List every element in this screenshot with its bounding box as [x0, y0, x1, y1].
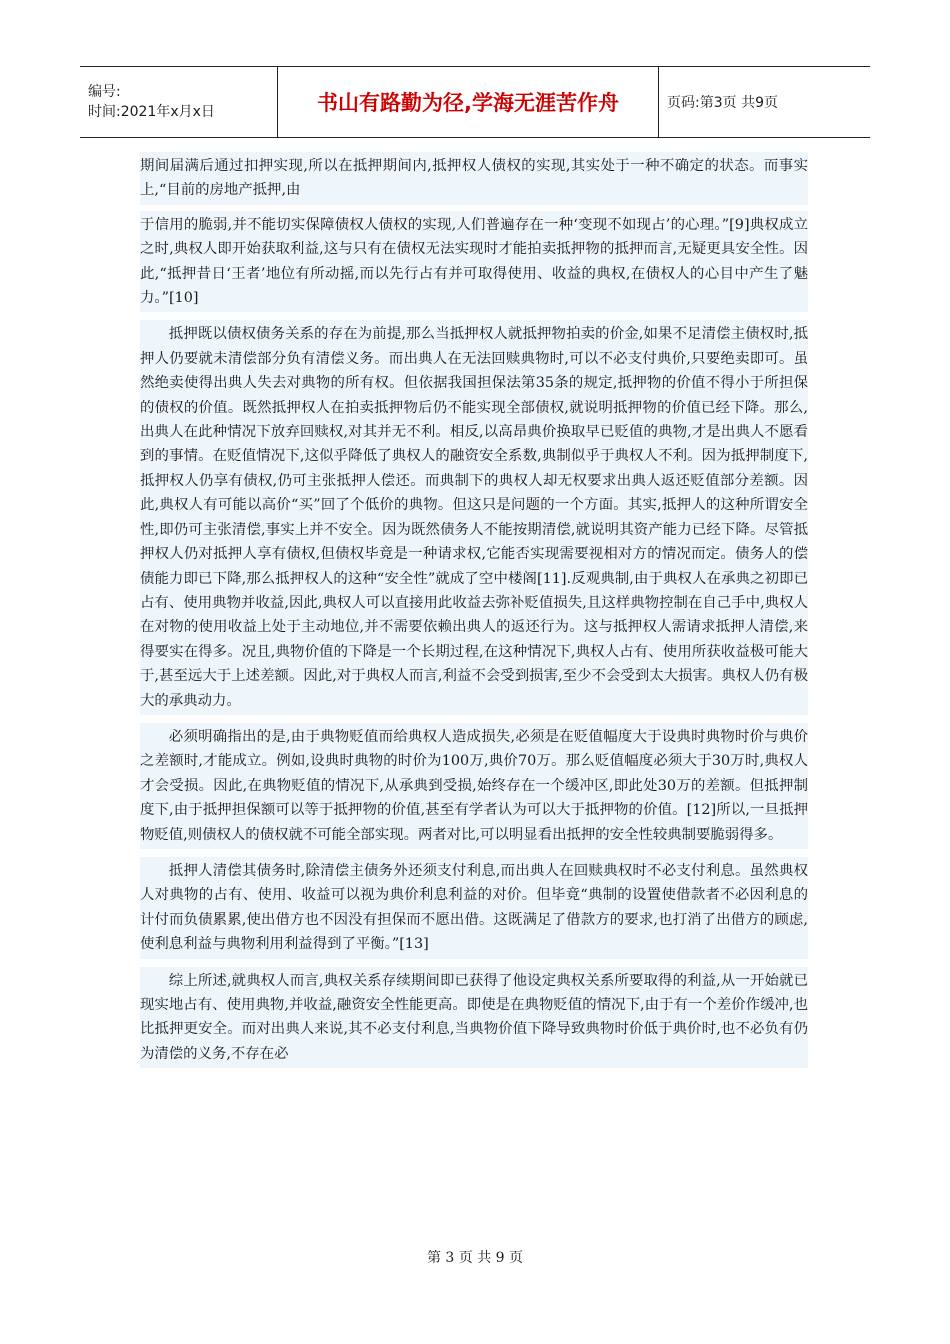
paragraph: 期间届满后通过扣押实现,所以在抵押期间内,抵押权人债权的实现,其实处于一种不确定的状态。而事实上,“目前的房地产抵押,由 — [140, 152, 808, 205]
number-label: 编号: — [88, 84, 121, 100]
header-page-number: 页码:第3页 共9页 — [667, 95, 778, 111]
page-footer: 第 3 页 共 9 页 — [426, 1250, 524, 1266]
header-motto: 书山有路勤为径,学海无涯苦作舟 — [278, 67, 659, 137]
paragraph: 抵押既以债权债务关系的存在为前提,那么当抵押权人就抵押物拍卖的价金,如果不足清偿主债权时,抵押人仍要就未清偿部分负有清偿义务。而出典人在无法回赎典物时,可以不必支付典价,只要绝卖即可。虽然绝卖使得出典人失去对典物的所有权。但依据我国担保法第35条的规定,抵押物的价值不得小于所担保的债权的价值。既然抵押权人在拍卖抵押物后仍不能实现全部债权,就说明抵押物的价值已经下降。那么,出典人在此种情况下放弃回赎权,对其并无不利。相反,以高昂典价换取早已贬值的典物,才是出典人不愿看到的事情。在贬值情况下,这似乎降低了典权人的融资安全系数,典制似乎于典权人不利。因为抵押制度下,抵押权人仍享有债权,仍可主张抵押人偿还。而典制下的典权人却无权要求出典人返还贬值部分差额。因此,典权人有可能以高价“买”回了个低价的典物。但这只是问题的一个方面。其实,抵押人的这种所谓安全性,即仍可主张清偿,事实上并不安全。因为既然债务人不能按期清偿,就说明其资产能力已经下降。尽管抵押权人仍对抵押人享有债权,但债权毕竟是一种请求权,它能否实现需要视相对方的情况而定。债务人的偿债能力即已下降,那么抵押权人的这种“安全性”就成了空中楼阁[11].反观典制,由于典权人在承典之初即已占有、使用典物并收益,因此,典权人可以直接用此收益去弥补贬值损失,且这样典物控制在自己手中,典权人在对物的使用收益上处于主动地位,并不需要依赖出典人的返还行为。这与抵押权人需请求抵押人清偿,来得要实在得多。况且,典物价值的下降是一个长期过程,在这种情况下,典权人占有、使用所获收益极可能大于,甚至远大于上述差额。因此,对于典权人而言,利益不会受到损害,至少不会受到太大损害。典权人仍有极大的承典动力。 — [140, 320, 808, 715]
paragraph: 抵押人清偿其债务时,除清偿主债务外还须支付利息,而出典人在回赎典权时不必支付利息。虽然典权人对典物的占有、使用、收益可以视为典价利息利益的对价。但毕竟“典制的设置使借款者不必因利息的计付而负债累累,使出借方也不因没有担保而不愿出借。这既满足了借款方的要求,也打消了出借方的顾虑,使利息利益与典物利用利益得到了平衡。”[13] — [140, 857, 808, 959]
paragraph: 综上所述,就典权人而言,典权关系存续期间即已获得了他设定典权关系所要取得的利益,从一开始就已现实地占有、使用典物,并收益,融资安全性能更高。即使是在典物贬值的情况下,由于有一个差价作缓冲,也比抵押更安全。而对出典人来说,其不必支付利息,当典物价值下降导致典物时价低于典价时,也不必负有仍为清偿的义务,不存在必 — [140, 967, 808, 1069]
document-body — [140, 152, 808, 1076]
header-meta — [80, 67, 278, 137]
date-label: 时间:2021年x月x日 — [88, 104, 215, 120]
paragraph: 于信用的脆弱,并不能切实保障债权人债权的实现,人们普遍存在一种‘变现不如现占’的心理。”[9]典权成立之时,典权人即开始获取利益,这与只有在债权无法实现时才能拍卖抵押物的抵押而言,无疑更具安全性。因此,“抵押昔日‘王者’地位有所动摇,而以先行占有并可取得使用、收益的典权,在债权人的心目中产生了魅力。”[10] — [140, 211, 808, 313]
page-header — [80, 66, 870, 138]
paragraph: 必须明确指出的是,由于典物贬值而给典权人造成损失,必须是在贬值幅度大于设典时典物时价与典价之差额时,才能成立。例如,设典时典物的时价为100万,典价70万。那么贬值幅度必须大于30万时,典权人才会受损。因此,在典物贬值的情况下,从承典到受损,始终存在一个缓冲区,即此处30万的差额。但抵押制度下,由于抵押担保额可以等于抵押物的价值,甚至有学者认为可以大于抵押物的价值。[12]所以,一旦抵押物贬值,则债权人的债权就不可能全部实现。两者对比,可以明显看出抵押的安全性较典制要脆弱得多。 — [140, 723, 808, 849]
